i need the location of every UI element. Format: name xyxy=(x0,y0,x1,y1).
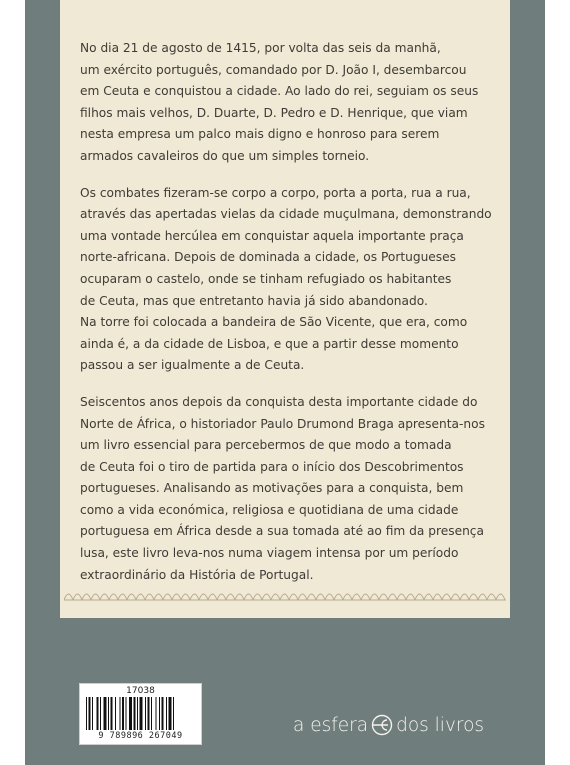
barcode-bar xyxy=(169,697,172,730)
text-line: de Ceuta, mas que entretanto havia já sido abandonado. xyxy=(80,293,428,308)
text-line: uma vontade hercúlea em conquistar aquela importante praça xyxy=(80,228,464,243)
text-line: Norte de África, o historiador Paulo Drumond Braga apresenta-nos xyxy=(80,416,485,431)
text-line: um livro essencial para percebermos de que modo a tomada xyxy=(80,438,452,453)
barcode-bar xyxy=(162,697,164,730)
text-line: armados cavaleiros do que um simples torneio. xyxy=(80,148,370,163)
text-line: Os combates fizeram-se corpo a corpo, porta a porta, rua a rua, xyxy=(80,185,471,200)
barcode-label xyxy=(79,683,202,745)
text-line: portugueses. Analisando as motivações para a conquista, bem xyxy=(80,481,464,496)
publisher-name-end: dos livros xyxy=(396,714,485,736)
text-line: lusa, este livro leva-nos numa viagem intensa por um período xyxy=(80,546,459,561)
text-line: norte-africana. Depois de dominada a cidade, os Portugueses xyxy=(80,250,456,265)
text-line: de Ceuta foi o tiro de partida para o início dos Descobrimentos xyxy=(80,459,464,474)
barcode-bar xyxy=(156,697,157,730)
barcode-bars xyxy=(86,697,197,730)
text-line: através das apertadas vielas da cidade muçulmana, demonstrando xyxy=(80,207,492,222)
text-line: portuguesa em África desde a sua tomada até ao fim da presença xyxy=(80,524,484,539)
barcode-bar xyxy=(148,697,150,730)
publisher-name-start: a esfera xyxy=(293,714,369,736)
paragraph-3 xyxy=(80,392,490,586)
barcode-bar xyxy=(86,697,87,730)
barcode-bar xyxy=(120,697,121,730)
barcode-bar xyxy=(122,697,124,730)
text-line: como a vida económica, religiosa e quotidiana de uma cidade xyxy=(80,502,459,517)
paragraph-2 xyxy=(80,183,490,377)
barcode-bar xyxy=(108,697,109,730)
barcode-bar xyxy=(134,697,136,730)
text-line: Seiscentos anos depois da conquista desta importante cidade do xyxy=(80,394,478,409)
barcode-bar xyxy=(145,697,146,730)
text-line: ainda é, a da cidade de Lisboa, e que a partir desse momento xyxy=(80,336,459,351)
sphere-icon xyxy=(371,714,393,736)
barcode-bar xyxy=(166,697,167,730)
text-line: filhos mais velhos, D. Duarte, D. Pedro e D. Henrique, que viam xyxy=(80,105,468,120)
text-line: um exército português, comandado por D. João I, desembarcou xyxy=(80,62,467,77)
barcode-bar xyxy=(104,697,107,730)
barcode-bar xyxy=(159,697,160,730)
barcode-code: 17038 xyxy=(126,686,155,696)
barcode-bar xyxy=(126,697,127,730)
barcode-bar xyxy=(89,697,91,730)
barcode-bar xyxy=(129,697,132,730)
barcode-bar xyxy=(97,697,99,730)
text-line: extraordinário da História de Portugal. xyxy=(80,567,314,582)
isbn-digits: 9 789896 267049 xyxy=(98,731,183,741)
text-line: em Ceuta e conquistou a cidade. Ao lado do rei, seguiam os seus xyxy=(80,84,479,99)
barcode-bar xyxy=(92,697,93,730)
text-line: ocuparam o castelo, onde se tinham refugiado os habitantes xyxy=(80,271,452,286)
publisher-logo xyxy=(293,712,484,738)
barcode-bar xyxy=(115,697,116,730)
decorative-border xyxy=(64,585,506,603)
barcode-bar xyxy=(100,697,101,730)
barcode-bar xyxy=(173,697,174,730)
paragraph-1 xyxy=(80,38,490,168)
blurb-text xyxy=(80,38,490,601)
barcode-bar xyxy=(111,697,113,730)
text-line: passou a ser igualmente a de Ceuta. xyxy=(80,358,305,373)
barcode-bar xyxy=(137,697,138,730)
text-line: No dia 21 de agosto de 1415, por volta das seis da manhã, xyxy=(80,41,441,55)
barcode-bar xyxy=(151,697,152,730)
text-line: nesta empresa um palco mais digno e honroso para serem xyxy=(80,127,440,142)
barcode-bar xyxy=(140,697,143,730)
text-line: Na torre foi colocada a bandeira de São Vicente, que era, como xyxy=(80,315,468,330)
